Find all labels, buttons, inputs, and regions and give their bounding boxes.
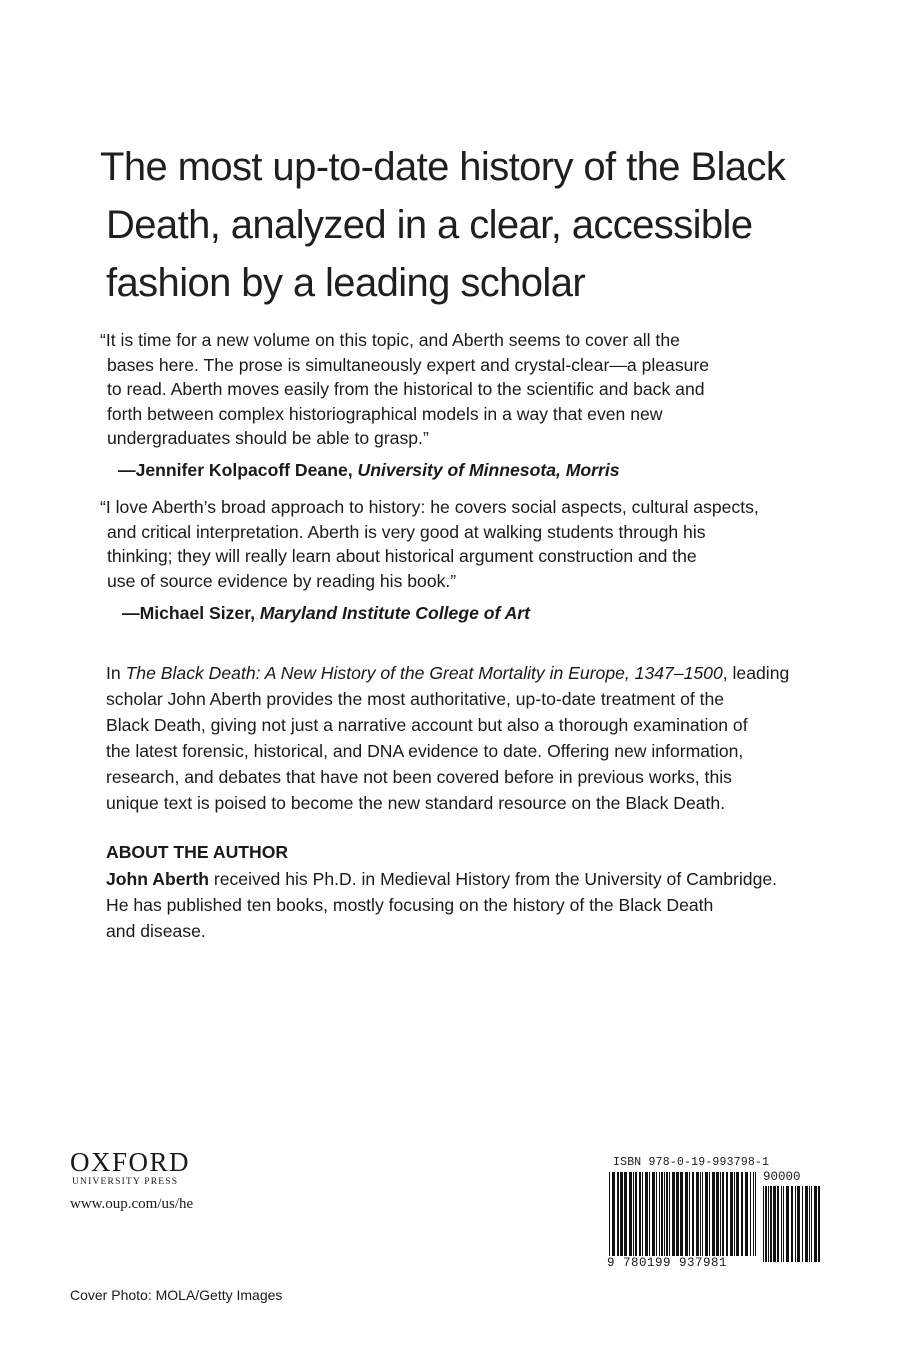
barcode-bar bbox=[624, 1172, 627, 1258]
barcode-bar bbox=[777, 1186, 779, 1262]
about-author-heading: ABOUT THE AUTHOR bbox=[106, 842, 289, 862]
barcode-bar bbox=[818, 1186, 820, 1262]
description-line: In The Black Death: A New History of the Great Mortality in Europe, 1347–1500, leading bbox=[106, 663, 790, 683]
about-author-text bbox=[106, 866, 810, 944]
quote-line: undergraduates should be able to grasp.” bbox=[107, 428, 429, 449]
description-line: unique text is poised to become the new standard resource on the Black Death. bbox=[106, 793, 726, 813]
reviewer-name: —Jennifer Kolpacoff Deane, bbox=[118, 460, 358, 480]
review-attribution-2 bbox=[122, 603, 530, 624]
quote-line: bases here. The prose is simultaneously expert and crystal-clear—a pleasure bbox=[107, 354, 710, 375]
barcode-bar bbox=[696, 1172, 699, 1258]
barcode-bar bbox=[669, 1172, 670, 1258]
barcode-bar bbox=[797, 1186, 800, 1262]
barcode-bar bbox=[664, 1172, 665, 1258]
description-line: research, and debates that have not been covered before in previous works, this bbox=[106, 767, 732, 787]
barcode-bar bbox=[763, 1186, 764, 1262]
review-quote-1 bbox=[100, 328, 800, 451]
review-attribution-1 bbox=[118, 460, 620, 481]
about-line: John Aberth received his Ph.D. in Medieval History from the University of Cambridge. bbox=[106, 869, 778, 889]
barcode-bar bbox=[795, 1186, 796, 1262]
barcode-bar bbox=[716, 1172, 719, 1258]
description-line: Black Death, giving not just a narrative account but also a thorough examination of bbox=[106, 715, 748, 735]
barcode-bar bbox=[791, 1186, 793, 1262]
quote-line: “I love Aberth’s broad approach to history: he covers social aspects, cultural aspects, bbox=[100, 497, 759, 517]
barcode-bar bbox=[741, 1172, 743, 1258]
barcode-bar bbox=[672, 1172, 675, 1258]
quote-line: to read. Aberth moves easily from the historical to the scientific and back and bbox=[107, 379, 705, 400]
barcode-bar bbox=[773, 1186, 776, 1262]
barcode-bar bbox=[612, 1172, 615, 1258]
ean-digits: 9 780199 937981 bbox=[607, 1256, 757, 1270]
barcode-bar bbox=[712, 1172, 715, 1258]
price-code: 90000 bbox=[763, 1170, 801, 1184]
about-line: and disease. bbox=[106, 921, 206, 941]
barcode-bar bbox=[705, 1172, 708, 1258]
barcode-bar bbox=[652, 1172, 655, 1258]
barcode-bar bbox=[702, 1172, 703, 1258]
barcode-bar bbox=[659, 1172, 660, 1258]
barcode-bar bbox=[666, 1172, 668, 1258]
barcode-bar bbox=[635, 1172, 637, 1258]
about-line: He has published ten books, mostly focusing on the history of the Black Death bbox=[106, 895, 714, 915]
author-name: John Aberth bbox=[106, 869, 209, 889]
publisher-name: OXFORD bbox=[70, 1147, 191, 1177]
quote-line: and critical interpretation. Aberth is very good at walking students through his bbox=[107, 521, 706, 542]
barcode-bar bbox=[786, 1186, 789, 1262]
barcode-bar bbox=[620, 1172, 623, 1258]
barcode-bar bbox=[753, 1172, 754, 1258]
quote-line: thinking; they will really learn about historical argument construction and the bbox=[107, 546, 697, 567]
barcode-bar bbox=[734, 1172, 735, 1258]
barcode-bar bbox=[783, 1186, 784, 1262]
barcode-bar bbox=[720, 1172, 721, 1258]
barcode-bar bbox=[642, 1172, 643, 1258]
barcode-bar bbox=[689, 1172, 690, 1258]
barcode-bar bbox=[685, 1172, 688, 1258]
headline-line: Death, analyzed in a clear, accessible bbox=[106, 203, 753, 247]
barcode-bar bbox=[633, 1172, 634, 1258]
publisher-subtitle: UNIVERSITY PRESS bbox=[72, 1177, 179, 1187]
quote-line: forth between complex historiographical models in a way that even new bbox=[107, 403, 663, 424]
barcode-bar bbox=[692, 1172, 694, 1258]
quote-line: use of source evidence by reading his book.” bbox=[107, 570, 457, 591]
oxford-logo bbox=[70, 1148, 190, 1188]
barcode-bar bbox=[736, 1172, 739, 1258]
quote-line: “It is time for a new volume on this topic, and Aberth seems to cover all the bbox=[100, 330, 680, 350]
cover-photo-credit: Cover Photo: MOLA/Getty Images bbox=[70, 1287, 283, 1303]
reviewer-name: —Michael Sizer, bbox=[122, 603, 260, 623]
book-title: The Black Death: A New History of the Great Mortality in Europe, 1347–1500 bbox=[125, 663, 723, 683]
barcode-bar bbox=[814, 1186, 817, 1262]
headline bbox=[100, 138, 820, 312]
barcode-bar bbox=[629, 1172, 632, 1258]
barcode-bar bbox=[656, 1172, 657, 1258]
barcode-bar bbox=[805, 1186, 808, 1262]
reviewer-affiliation: Maryland Institute College of Art bbox=[259, 603, 530, 623]
barcode-bar bbox=[802, 1186, 803, 1262]
barcode-bar bbox=[750, 1172, 751, 1258]
barcode-bar bbox=[765, 1186, 767, 1262]
publisher-url: www.oup.com/us/he bbox=[70, 1196, 194, 1212]
barcode-bar bbox=[617, 1172, 619, 1258]
barcode-bar bbox=[722, 1172, 724, 1258]
barcode-bar bbox=[730, 1172, 733, 1258]
barcode-bar bbox=[649, 1172, 650, 1258]
barcode-bar bbox=[809, 1186, 810, 1262]
barcode-bar bbox=[745, 1172, 748, 1258]
barcode-bar bbox=[755, 1172, 756, 1258]
barcode-bar bbox=[781, 1186, 782, 1262]
barcode-bar bbox=[811, 1186, 812, 1262]
barcode-bar bbox=[661, 1172, 663, 1258]
barcode-bar bbox=[770, 1186, 772, 1262]
barcode-bar bbox=[609, 1172, 610, 1258]
barcode-bar bbox=[680, 1172, 683, 1258]
barcode-bar bbox=[709, 1172, 710, 1258]
barcode-bar bbox=[639, 1172, 641, 1258]
headline-line: fashion by a leading scholar bbox=[106, 261, 586, 305]
review-quote-2 bbox=[100, 495, 800, 593]
barcode-bar bbox=[700, 1172, 701, 1258]
barcode-bar bbox=[676, 1172, 679, 1258]
barcode-bar bbox=[768, 1186, 769, 1262]
book-description bbox=[106, 660, 810, 816]
description-line: scholar John Aberth provides the most authoritative, up-to-date treatment of the bbox=[106, 689, 725, 709]
reviewer-affiliation: University of Minnesota, Morris bbox=[357, 460, 620, 480]
barcode-bar bbox=[726, 1172, 728, 1258]
description-line: the latest forensic, historical, and DNA evidence to date. Offering new information, bbox=[106, 741, 744, 761]
barcode-bar bbox=[645, 1172, 648, 1258]
headline-line: The most up-to-date history of the Black bbox=[100, 145, 786, 189]
isbn-label: ISBN 978-0-19-993798-1 bbox=[613, 1156, 770, 1169]
